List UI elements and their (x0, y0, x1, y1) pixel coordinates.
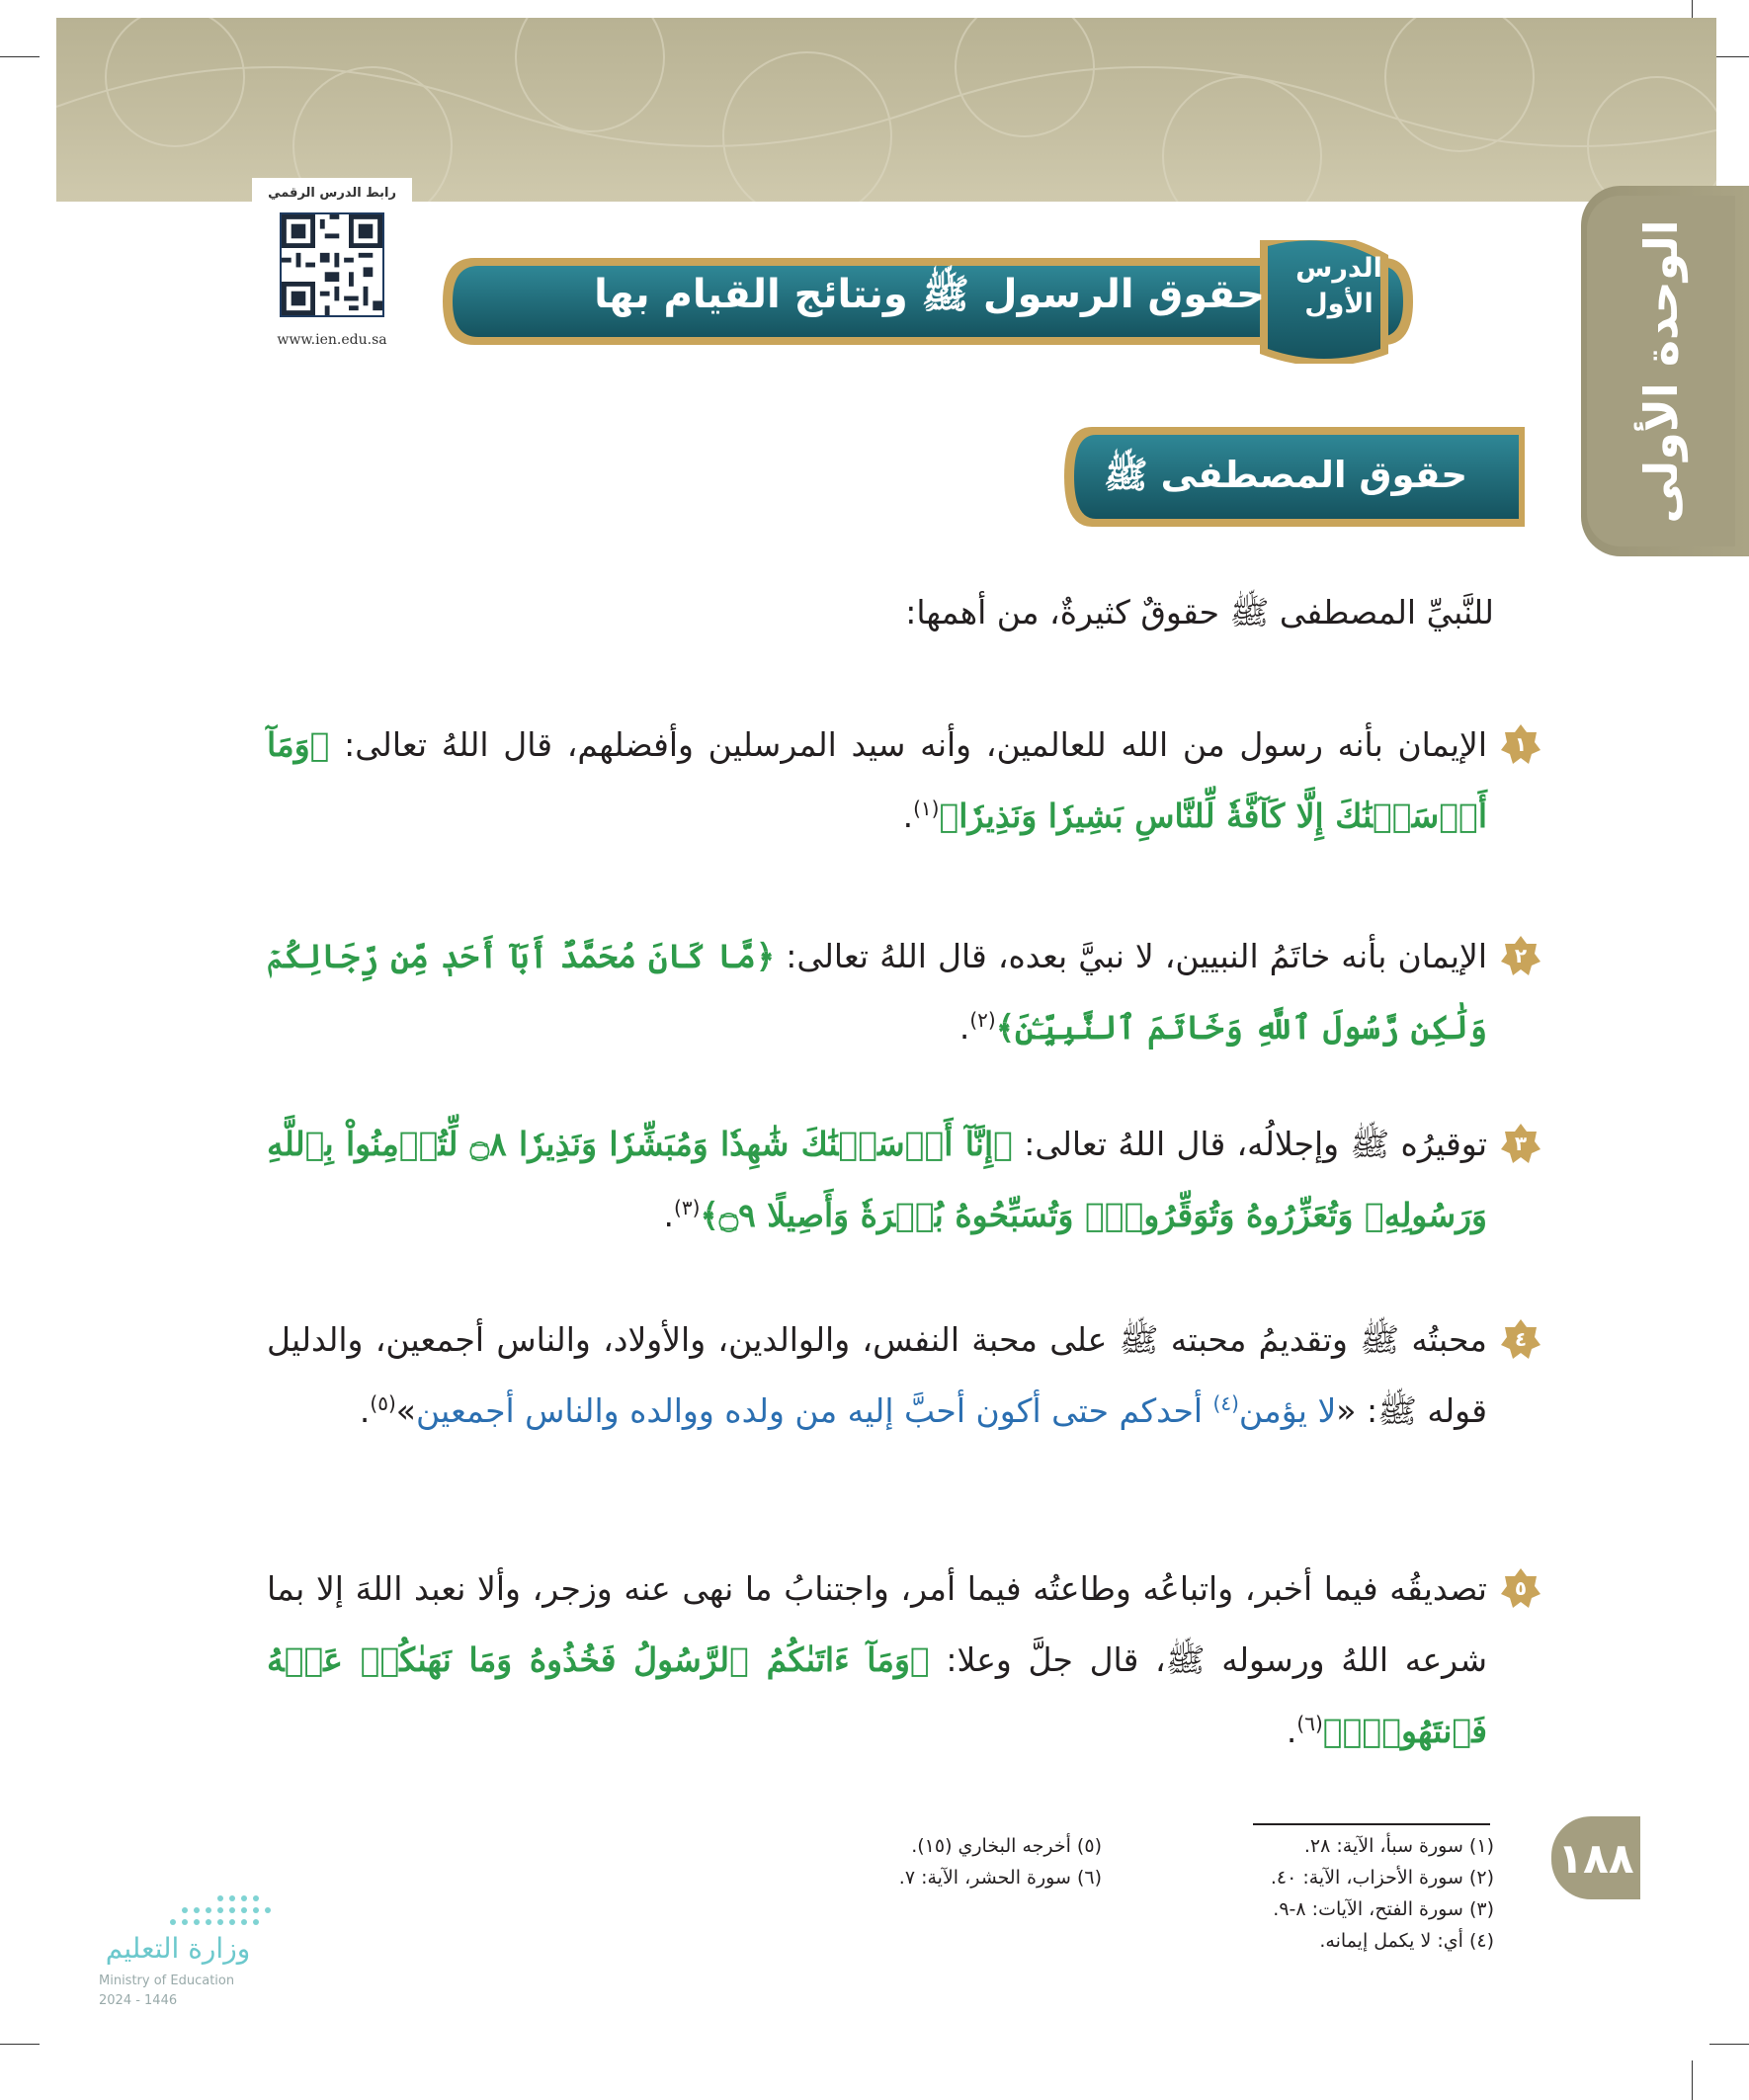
ministry-dots-icon (163, 1892, 321, 1932)
footnotes-right (1138, 1830, 1494, 1957)
footnote-ref: (٦) (1296, 1712, 1323, 1735)
crop-mark (0, 2044, 40, 2045)
item-body: محبتُه ﷺ وتقديمُ محبته ﷺ على محبة النفس، والوالدين، والأولاد، والناس أجمعين، والدليل قوله ﷺ: « (267, 1320, 1487, 1430)
item-number: ٢ (1514, 944, 1528, 967)
quran-verse: ﴿مَّا كَانَ مُحَمَّدٌ أَبَآ أَحَدٖ مِّن رِّجَالِكُمۡ وَلَٰكِن رَّسُولَ ٱللَّهِ وَخَاتَمَ ٱلنَّبِيِّـۧنَ﴾ (267, 937, 1487, 1047)
list-item (267, 1554, 1541, 1767)
geometric-pattern (56, 18, 1716, 202)
footnote: (٥) أخرجه البخاري (١٥). (911, 1835, 1102, 1857)
item-end: . (663, 1196, 675, 1234)
ministry-name-ar: وزارة التعليم (105, 1932, 251, 1965)
item-number-badge (1500, 723, 1541, 765)
footnote-ref: (٤) (1212, 1391, 1239, 1415)
item-text (267, 1109, 1541, 1251)
page-number: ١٨٨ (1557, 1834, 1634, 1883)
hadith-part-b: أحدكم حتى أكون أحبَّ إليه من ولده ووالده والناس أجمعين (416, 1391, 1213, 1430)
crop-mark (0, 56, 40, 57)
hadith-part-a: لا يؤمن (1238, 1391, 1337, 1430)
qr-code[interactable] (280, 212, 384, 317)
item-number: ١ (1514, 732, 1528, 756)
list-item (267, 921, 1541, 1063)
crop-mark (1709, 2044, 1749, 2045)
item-number-badge (1500, 1123, 1541, 1164)
list-item (267, 710, 1541, 852)
footnote-ref: (٣) (674, 1196, 701, 1219)
item-number: ٣ (1514, 1132, 1528, 1155)
item-body: تصديقُه فيما أخبر، واتباعُه وطاعتُه فيما أمر، واجتنابُ ما نهى عنه وزجر، وألا نعبد اللهَ إلا بما شرعه اللهُ ورسوله ﷺ، قال جلَّ وعلا: (267, 1569, 1487, 1679)
quran-verse: ﴿إِنَّآ أَرۡسَلۡنَٰكَ شَٰهِدٗا وَمُبَشِّرٗا وَنَذِيرٗا ۝٨ لِّتُؤۡمِنُواْ بِٱللَّهِ وَرَسُولِهِۦ وَتُعَزِّرُوهُ وَتُوَقِّرُوهُۚ وَتُسَبِّحُوهُ بُكۡرَةٗ وَأَصِيلًا ۝٩﴾ (267, 1125, 1487, 1234)
footnotes-left (746, 1830, 1102, 1893)
crop-mark (1692, 2060, 1693, 2100)
list-item (267, 1304, 1541, 1447)
hadith-close: » (395, 1391, 416, 1430)
ministry-year: 2024 - 1446 (99, 1993, 178, 2008)
lesson-badge-line1: الدرس (1295, 253, 1382, 284)
ministry-logo (94, 1892, 331, 2041)
item-end: . (958, 1008, 970, 1047)
quran-verse: ﴿وَمَآ أَرۡسَلۡنَٰكَ إِلَّا كَآفَّةٗ لِّلنَّاسِ بَشِيرٗا وَنَذِيرٗا﴾ (267, 725, 1487, 835)
ministry-name-en: Ministry of Education (99, 1974, 235, 1988)
footnote-ref: (٥) (370, 1391, 396, 1415)
footnote-ref: (١) (913, 797, 940, 820)
footnote: (٦) سورة الحشر، الآية: ٧. (898, 1867, 1102, 1889)
footnote-ref: (٢) (969, 1008, 996, 1032)
qr-code-icon (282, 214, 382, 315)
lesson-title-banner (435, 240, 1423, 364)
page-number-tab (1551, 1816, 1640, 1899)
item-text (267, 921, 1541, 1063)
lesson-title: حقوق الرسول ﷺ ونتائج القيام بها (594, 272, 1265, 317)
qr-panel (252, 178, 412, 358)
item-number: ٥ (1514, 1576, 1528, 1600)
footnote-divider (1253, 1823, 1490, 1825)
list-item (267, 1109, 1541, 1251)
section-banner (1062, 425, 1527, 529)
item-text (267, 1554, 1541, 1767)
unit-tab-inner (1587, 196, 1735, 546)
header-pattern-band (56, 18, 1716, 202)
item-end: . (1286, 1712, 1297, 1750)
item-number-badge (1500, 1318, 1541, 1360)
lesson-badge (1250, 225, 1428, 374)
item-number-badge (1500, 935, 1541, 976)
footnote: (٢) سورة الأحزاب، الآية: ٤٠. (1270, 1867, 1494, 1889)
item-number-badge (1500, 1567, 1541, 1609)
qr-caption: رابط الدرس الرقمي (268, 186, 396, 201)
unit-tab (1581, 186, 1749, 556)
item-end: . (902, 797, 914, 835)
unit-label: الوحدة الأولى (1634, 218, 1688, 524)
item-text (267, 1304, 1541, 1447)
lesson-badge-line2: الأول (1304, 289, 1374, 319)
footnote: (٤) أي: لا يكمل إيمانه. (1319, 1930, 1494, 1952)
item-number: ٤ (1514, 1327, 1528, 1351)
item-end: . (359, 1391, 371, 1430)
item-text (267, 710, 1541, 852)
footnote: (١) سورة سبأ، الآية: ٢٨. (1303, 1835, 1494, 1857)
footnote: (٣) سورة الفتح، الآيات: ٨-٩. (1273, 1898, 1494, 1920)
section-title: حقوق المصطفى ﷺ (1104, 454, 1467, 496)
quran-verse: ﴿وَمَآ ءَاتَىٰكُمُ ٱلرَّسُولُ فَخُذُوهُ وَمَا نَهَىٰكُمۡ عَنۡهُ فَٱنتَهُواْۚ﴾ (267, 1640, 1487, 1750)
intro-paragraph: للنَّبيِّ المصطفى ﷺ حقوقٌ كثيرةٌ، من أهمها: (905, 593, 1494, 631)
item-body: الإيمان بأنه رسول من الله للعالمين، وأنه سيد المرسلين وأفضلهم، قال اللهُ تعالى: (329, 725, 1487, 764)
item-body: توقيرُه ﷺ وإجلالُه، قال اللهُ تعالى: (1012, 1125, 1488, 1163)
item-body: الإيمان بأنه خاتَمُ النبيين، لا نبيَّ بعده، قال اللهُ تعالى: (775, 937, 1487, 975)
qr-url[interactable]: www.ien.edu.sa (277, 332, 387, 348)
